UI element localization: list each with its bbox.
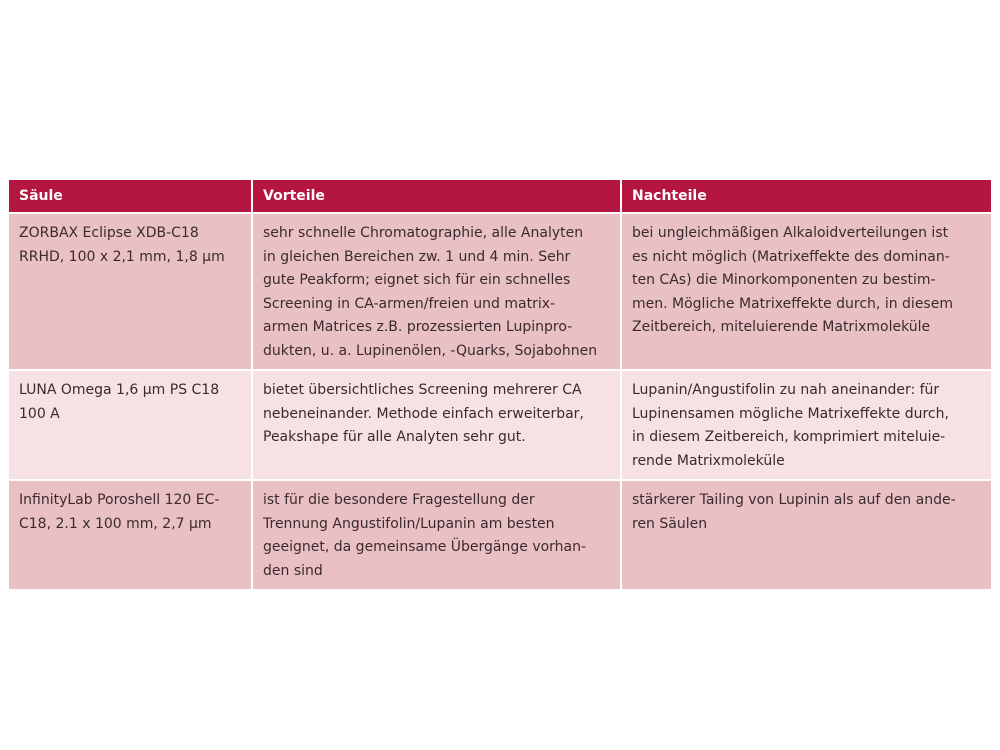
- cell-nachteile: bei ungleichmäßigen Alkaloidverteilungen ist es nicht möglich (Matrixeffekte des dominan- ten CAs) die Minorkomponenten zu bestim- men. Mögliche Matrixeffekte durch, in diesem Zeitbereich, miteluierende Matrixmoleküle: [621, 213, 991, 370]
- header-nachteile: Nachteile: [621, 180, 991, 213]
- cell-vorteile: ist für die besondere Fragestellung der Trennung Angustifolin/Lupanin am besten geeignet, da gemeinsame Übergänge vorhan- den sind: [252, 480, 621, 590]
- cell-saeule: ZORBAX Eclipse XDB-C18 RRHD, 100 x 2,1 mm, 1,8 µm: [9, 213, 252, 370]
- table-row: [9, 480, 991, 590]
- cell-nachteile: stärkerer Tailing von Lupinin als auf den ande- ren Säulen: [621, 480, 991, 590]
- cell-vorteile: sehr schnelle Chromatographie, alle Analyten in gleichen Bereichen zw. 1 und 4 min. Sehr gute Peakform; eignet sich für ein schnelles Screening in CA-armen/freien und matrix- armen Matrices z.B. prozessierten Lupinpro- dukten, u. a. Lupinenölen, -Quarks, Sojabohnen: [252, 213, 621, 370]
- cell-nachteile: Lupanin/Angustifolin zu nah aneinander: für Lupinensamen mögliche Matrixeffekte durch, in diesem Zeitbereich, komprimiert miteluie- rende Matrixmoleküle: [621, 370, 991, 480]
- table-row: [9, 370, 991, 480]
- column-comparison-table: [9, 180, 991, 591]
- cell-saeule: InfinityLab Poroshell 120 EC- C18, 2.1 x 100 mm, 2,7 µm: [9, 480, 252, 590]
- cell-saeule: LUNA Omega 1,6 µm PS C18 100 A: [9, 370, 252, 480]
- comparison-table-container: [9, 180, 991, 591]
- table-header-row: [9, 180, 991, 213]
- table-row: [9, 213, 991, 370]
- cell-vorteile: bietet übersichtliches Screening mehrerer CA nebeneinander. Methode einfach erweiterbar, Peakshape für alle Analyten sehr gut.: [252, 370, 621, 480]
- header-saeule: Säule: [9, 180, 252, 213]
- header-vorteile: Vorteile: [252, 180, 621, 213]
